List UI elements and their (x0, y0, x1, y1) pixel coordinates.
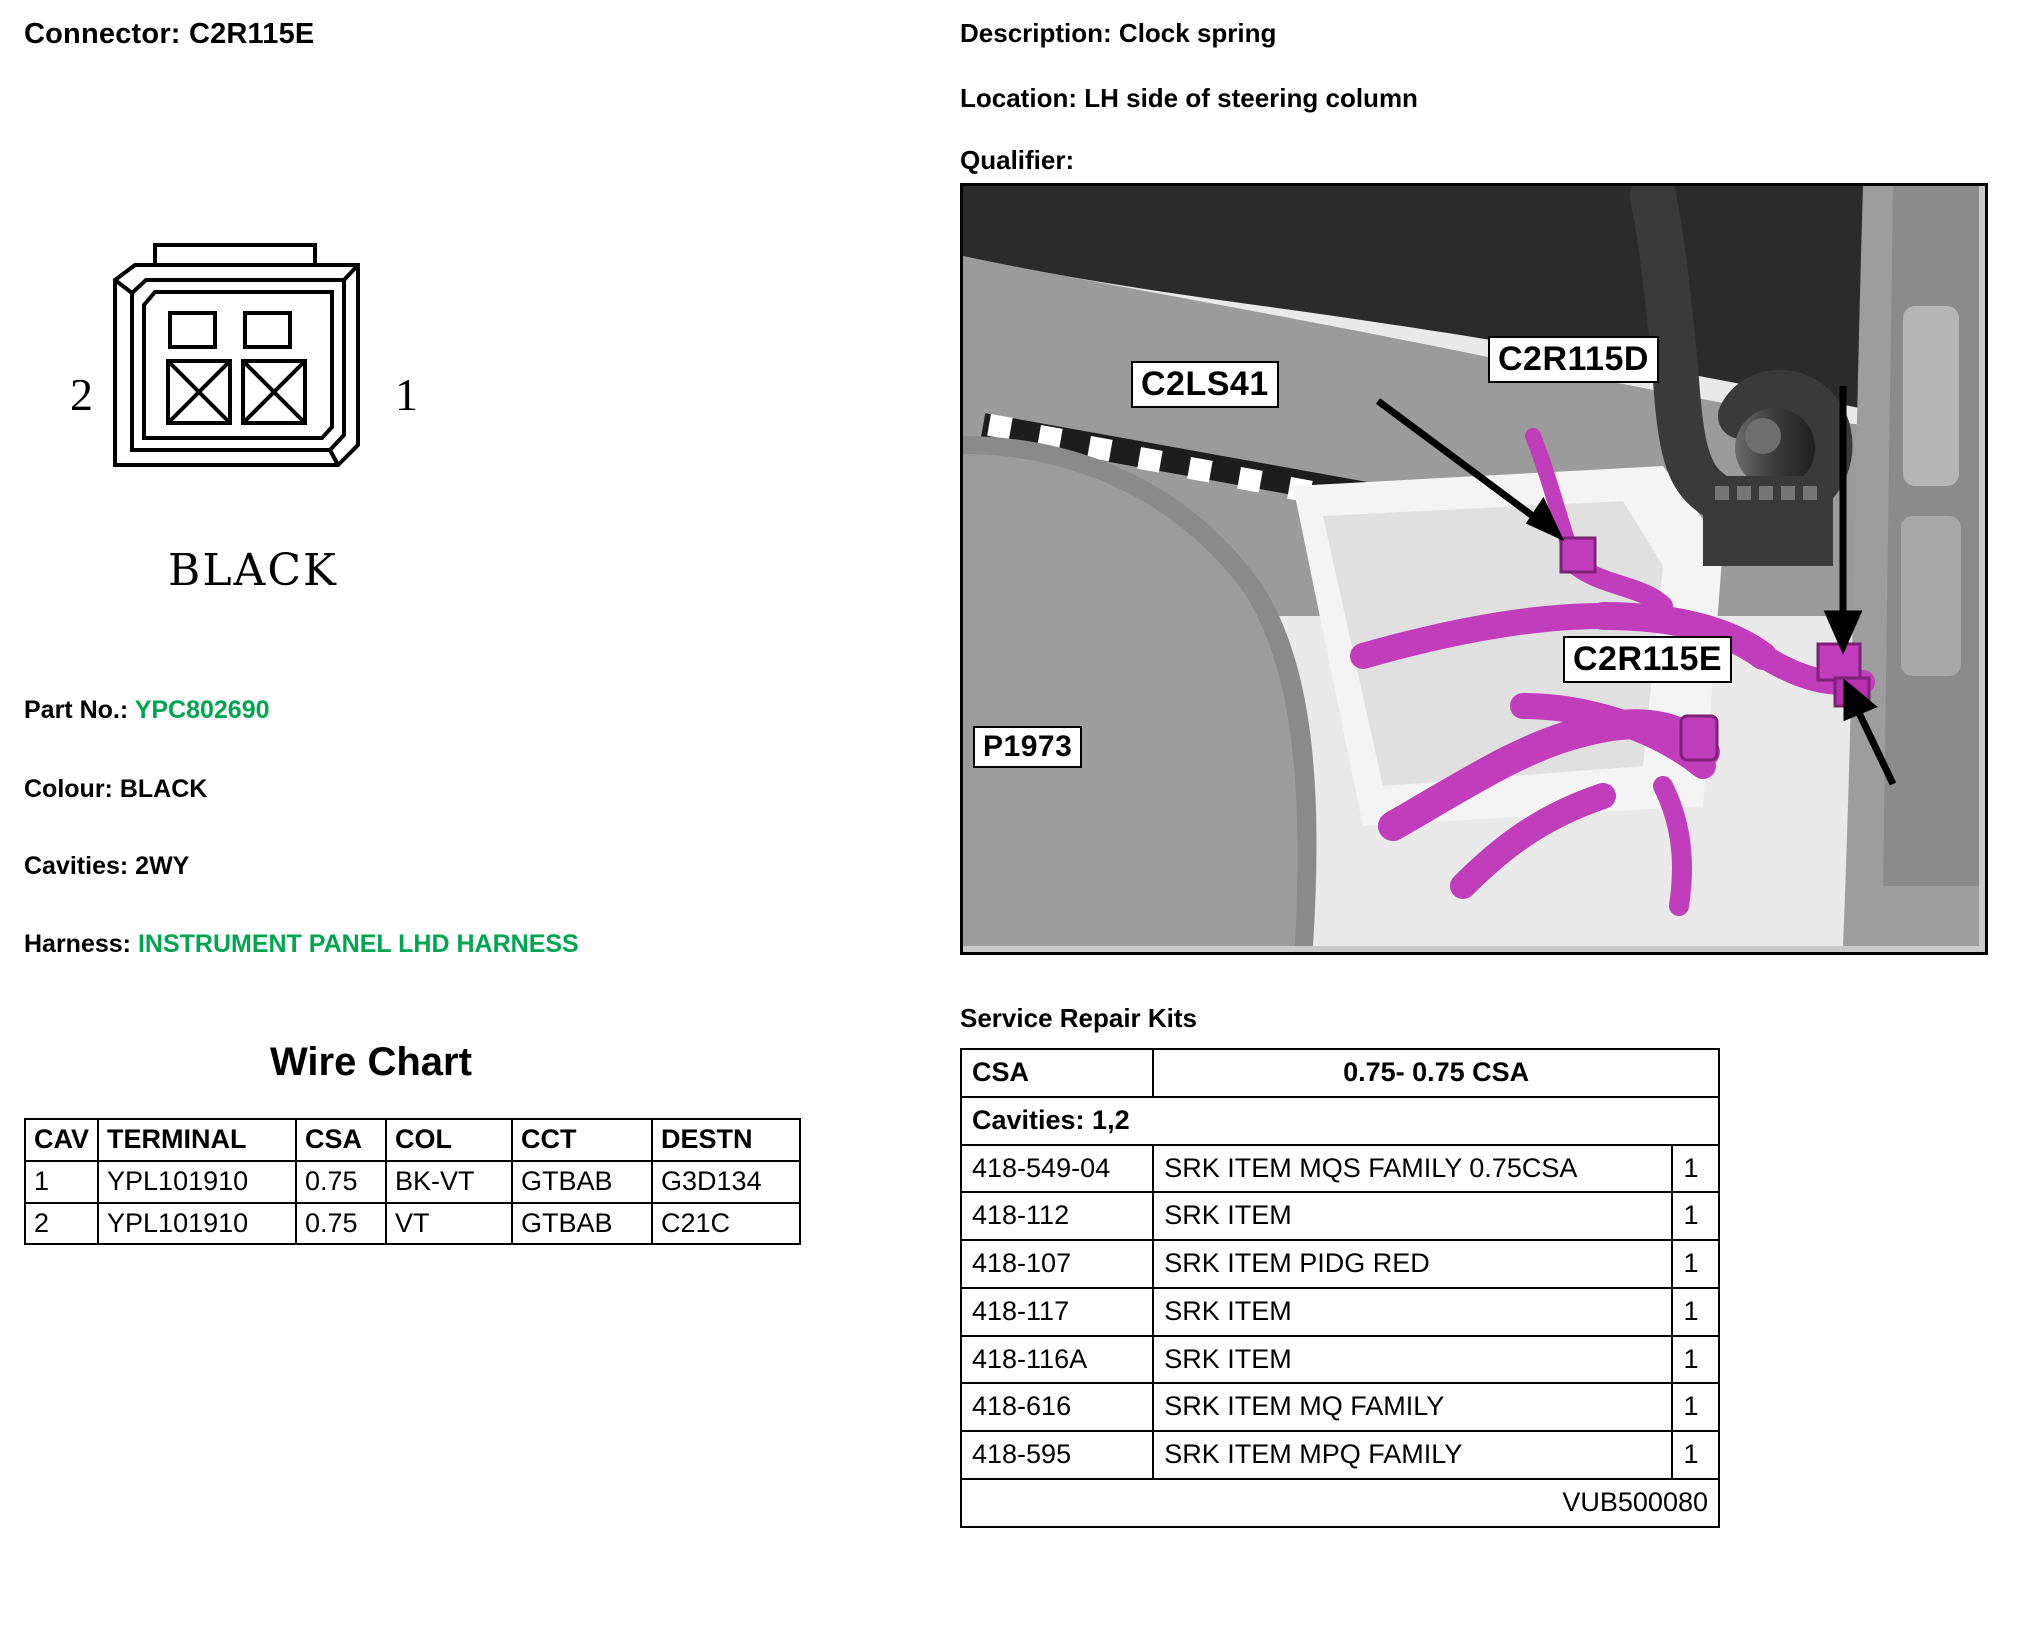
wire-chart-header-col: COL (386, 1119, 512, 1161)
cell-col: VT (386, 1203, 512, 1245)
connector-label: Connector: (24, 18, 181, 50)
service-repair-kits-table (960, 1048, 1720, 1528)
location-line (960, 83, 1418, 114)
harness-label: Harness: (24, 930, 131, 958)
colour-line (24, 775, 207, 804)
table-row (961, 1383, 1719, 1431)
cell-cct: GTBAB (512, 1203, 652, 1245)
wire-chart-header-csa: CSA (296, 1119, 386, 1161)
cell-cav: 1 (25, 1161, 98, 1203)
right-column (960, 0, 2022, 1644)
pin-number-1: 1 (395, 369, 418, 420)
description-label: Description: (960, 18, 1112, 48)
location-value: LH side of steering column (1084, 83, 1418, 113)
connector-diagram (60, 235, 480, 525)
srk-cavities-row: Cavities: 1,2 (961, 1097, 1719, 1145)
cell-col: BK-VT (386, 1161, 512, 1203)
cell-terminal: YPL101910 (98, 1161, 296, 1203)
left-column (0, 0, 900, 1644)
location-label: Location: (960, 83, 1077, 113)
srk-item-desc: SRK ITEM MQ FAMILY (1153, 1383, 1672, 1431)
srk-item-code: 418-116A (961, 1336, 1153, 1384)
table-row (961, 1145, 1719, 1193)
connector-diagram-svg (60, 235, 480, 525)
srk-item-qty: 1 (1672, 1336, 1719, 1384)
table-row (961, 1431, 1719, 1479)
table-row (25, 1161, 800, 1203)
srk-item-desc: SRK ITEM (1153, 1192, 1672, 1240)
cavities-line (24, 852, 189, 881)
wire-chart-header-cav: CAV (25, 1119, 98, 1161)
harness-line (24, 930, 579, 959)
wire-chart-header-cct: CCT (512, 1119, 652, 1161)
srk-item-qty: 1 (1672, 1240, 1719, 1288)
part-number-line (24, 696, 270, 725)
srk-item-desc: SRK ITEM MPQ FAMILY (1153, 1431, 1672, 1479)
table-header-row (961, 1049, 1719, 1097)
srk-item-code: 418-107 (961, 1240, 1153, 1288)
table-header-row (25, 1119, 800, 1161)
wire-chart-table (24, 1118, 801, 1245)
srk-item-desc: SRK ITEM (1153, 1336, 1672, 1384)
srk-item-code: 418-112 (961, 1192, 1153, 1240)
qualifier-label: Qualifier: (960, 145, 1075, 175)
part-number-value: YPC802690 (134, 696, 270, 724)
part-number-label: Part No.: (24, 696, 129, 724)
qualifier-line (960, 145, 1074, 176)
cell-cav: 2 (25, 1203, 98, 1245)
srk-item-code: 418-616 (961, 1383, 1153, 1431)
srk-item-qty: 1 (1672, 1145, 1719, 1193)
photo-callout-c2r115e: C2R115E (1563, 636, 1732, 683)
wire-chart-title: Wire Chart (270, 1040, 472, 1084)
srk-header-csa: CSA (961, 1049, 1153, 1097)
description-value: Clock spring (1118, 18, 1277, 48)
cavities-label: Cavities: (24, 852, 129, 880)
srk-item-desc: SRK ITEM MQS FAMILY 0.75CSA (1153, 1145, 1672, 1193)
cell-csa: 0.75 (296, 1161, 386, 1203)
connector-location-photo (960, 183, 1988, 955)
photo-callout-c2ls41: C2LS41 (1131, 361, 1279, 408)
srk-item-qty: 1 (1672, 1431, 1719, 1479)
table-row (961, 1240, 1719, 1288)
table-footer-row (961, 1479, 1719, 1527)
connector-value: C2R115E (188, 18, 315, 50)
harness-value: INSTRUMENT PANEL LHD HARNESS (137, 930, 579, 958)
photo-callout-c2r115d: C2R115D (1488, 336, 1659, 383)
table-row (961, 1336, 1719, 1384)
srk-item-desc: SRK ITEM (1153, 1288, 1672, 1336)
srk-item-qty: 1 (1672, 1192, 1719, 1240)
cell-destn: C21C (652, 1203, 800, 1245)
table-row (961, 1288, 1719, 1336)
colour-label: Colour: (24, 775, 113, 803)
table-row (25, 1203, 800, 1245)
srk-header-csa-range: 0.75- 0.75 CSA (1153, 1049, 1719, 1097)
connector-colour-caption: BLACK (168, 545, 338, 596)
srk-item-desc: SRK ITEM PIDG RED (1153, 1240, 1672, 1288)
wire-chart-header-destn: DESTN (652, 1119, 800, 1161)
connector-heading (24, 18, 314, 51)
srk-item-qty: 1 (1672, 1383, 1719, 1431)
cavities-value: 2WY (135, 852, 190, 880)
description-line (960, 18, 1276, 49)
wire-chart-header-terminal: TERMINAL (98, 1119, 296, 1161)
cell-terminal: YPL101910 (98, 1203, 296, 1245)
table-row (961, 1097, 1719, 1145)
cell-cct: GTBAB (512, 1161, 652, 1203)
service-repair-kits-title: Service Repair Kits (960, 1003, 1198, 1033)
pin-number-2: 2 (70, 369, 93, 420)
srk-item-code: 418-595 (961, 1431, 1153, 1479)
photo-image-id: P1973 (973, 726, 1082, 768)
cell-csa: 0.75 (296, 1203, 386, 1245)
srk-item-code: 418-117 (961, 1288, 1153, 1336)
cell-destn: G3D134 (652, 1161, 800, 1203)
srk-item-code: 418-549-04 (961, 1145, 1153, 1193)
srk-footer-part-number: VUB500080 (961, 1479, 1719, 1527)
photo-illustration (963, 186, 1979, 946)
table-row (961, 1192, 1719, 1240)
colour-value: BLACK (119, 775, 208, 803)
srk-item-qty: 1 (1672, 1288, 1719, 1336)
